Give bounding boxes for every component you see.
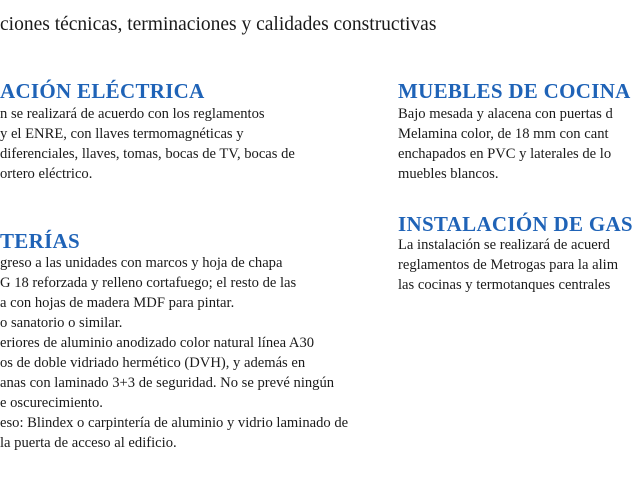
section-heading: INSTALACIÓN DE GAS <box>398 212 633 236</box>
paragraph-line: diferenciales, llaves, tomas, bocas de TV, bocas de <box>0 146 295 162</box>
paragraph-line: y el ENRE, con llaves termomagnéticas y <box>0 126 244 142</box>
section-heading: TERÍAS <box>0 229 80 253</box>
document-title: ciones técnicas, terminaciones y calidades constructivas <box>0 14 437 35</box>
paragraph-line: n se realizará de acuerdo con los reglamentos <box>0 106 265 122</box>
paragraph-line: e oscurecimiento. <box>0 395 103 411</box>
paragraph-line: La instalación se realizará de acuerd <box>398 237 610 253</box>
section-heading: ACIÓN ELÉCTRICA <box>0 79 205 103</box>
paragraph-line: muebles blancos. <box>398 166 499 182</box>
paragraph-line: o sanatorio o similar. <box>0 315 123 331</box>
paragraph-line: reglamentos de Metrogas para la alim <box>398 257 619 273</box>
paragraph-line: enchapados en PVC y laterales de lo <box>398 146 612 162</box>
paragraph-line: las cocinas y termotanques centrales <box>398 277 611 293</box>
paragraph-line: os de doble vidriado hermético (DVH), y además en <box>0 355 306 371</box>
paragraph-line: ortero eléctrico. <box>0 166 93 182</box>
paragraph-line: la puerta de acceso al edificio. <box>0 435 177 451</box>
paragraph-line: Melamina color, de 18 mm con cant <box>398 126 609 142</box>
paragraph-line: eriores de aluminio anodizado color natural línea A30 <box>0 335 315 351</box>
paragraph-line: G 18 reforzada y relleno cortafuego; el resto de las <box>0 275 297 291</box>
paragraph-line: eso: Blindex o carpintería de aluminio y vidrio laminado de <box>0 415 349 431</box>
paragraph-line: Bajo mesada y alacena con puertas d <box>398 106 613 122</box>
paragraph-line: anas con laminado 3+3 de seguridad. No se prevé ningún <box>0 375 335 391</box>
paragraph-line: greso a las unidades con marcos y hoja de chapa <box>0 255 283 271</box>
section-heading: MUEBLES DE COCINA <box>398 79 631 103</box>
paragraph-line: a con hojas de madera MDF para pintar. <box>0 295 235 311</box>
